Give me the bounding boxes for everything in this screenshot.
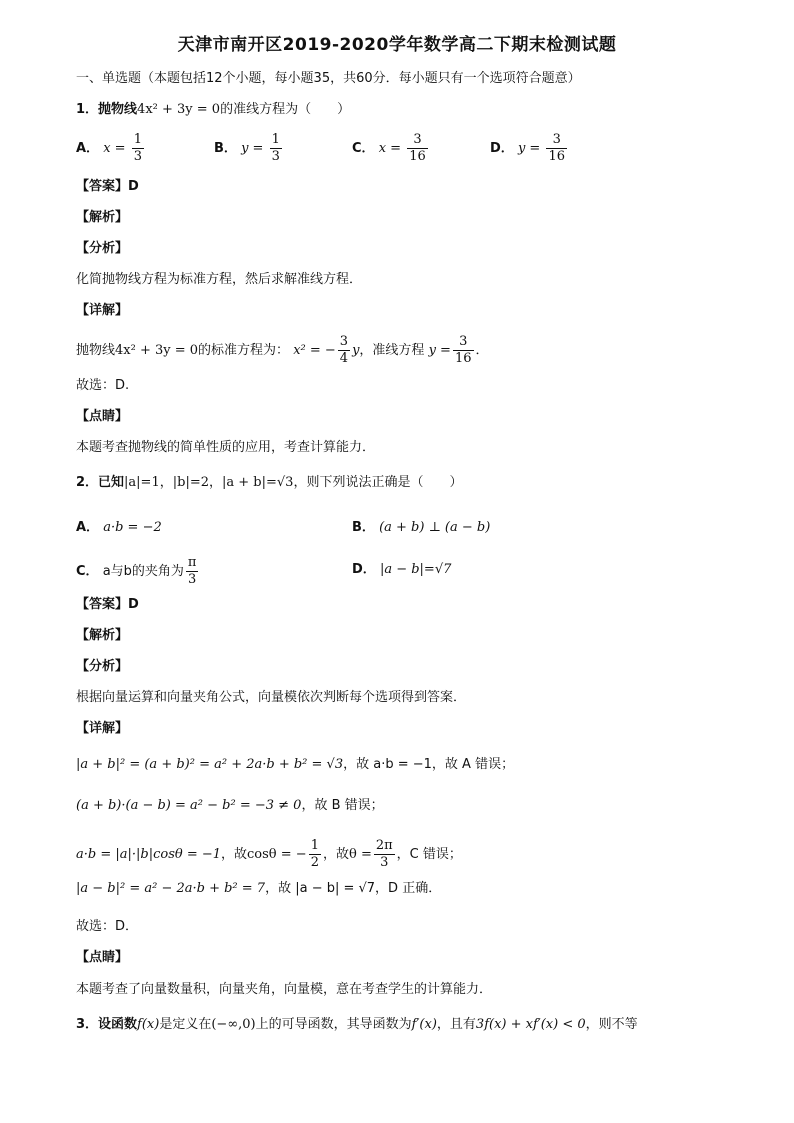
q2-fenxi-text: 根据向量运算和向量夹角公式，向量模依次判断每个选项得到答案． bbox=[76, 690, 467, 705]
q1-option-b: B． y = $\frac{1}{3}$ bbox=[214, 132, 280, 164]
q2-detail-1: |a + b|² = (a + b)² = a² + 2a·b + b² = √3，故 a·b = −1，故 A 错误； bbox=[76, 757, 515, 772]
q1-fenxi-text: 化简抛物线方程为标准方程，然后求解准线方程． bbox=[76, 272, 363, 287]
question-3-stem: 3．设函数f(x)是定义在(−∞,0)上的可导函数，其导函数为f′(x)，且有3f(x) + xf′(x) < 0，则不等 bbox=[76, 1017, 638, 1032]
q2-option-c: C． a与b的夹角为 $\frac{\pi}{3}$ bbox=[76, 555, 197, 587]
page-title: 天津市南开区2019-2020学年数学高二下期末检测试题 bbox=[177, 35, 617, 55]
q2-fenxi: 【分析】 bbox=[76, 659, 129, 674]
q2-detail-3: a·b = |a|·|b|cosθ = −1，故cosθ = − $\frac{1}{2}$ ，故θ = $\frac{2\pi}{3}$ ，C 错误； bbox=[76, 838, 462, 870]
q1-dianjing: 【点睛】 bbox=[76, 409, 129, 424]
q1-detail: 抛物线4x² + 3y = 0的标准方程为： x² = − $\frac{3}{4}$ y，准线方程 y = $\frac{3}{16}$ ． bbox=[76, 334, 489, 366]
q1-jiexi: 【解析】 bbox=[76, 210, 129, 225]
q2-detail-4: |a − b|² = a² − 2a·b + b² = 7，故 |a − b| = √7，D 正确． bbox=[76, 881, 442, 896]
q2-choose: 故选：D． bbox=[76, 919, 139, 934]
q1-dianjing-text: 本题考查抛物线的简单性质的应用，考查计算能力． bbox=[76, 440, 376, 455]
q1-option-d: D． y = $\frac{3}{16}$ bbox=[490, 132, 565, 164]
q2-jiexi: 【解析】 bbox=[76, 628, 129, 643]
q1-option-c: C． x = $\frac{3}{16}$ bbox=[352, 132, 426, 164]
q1-choose: 故选：D. bbox=[76, 378, 130, 393]
q1-xiangjie: 【详解】 bbox=[76, 303, 129, 318]
q2-answer: 【答案】D bbox=[76, 597, 139, 612]
q1-prefix: 1．抛物线 bbox=[76, 102, 138, 117]
q2-option-a: A． a·b = −2 bbox=[76, 520, 162, 535]
section-heading: 一、单选题（本题包括12个小题，每小题35，共60分．每小题只有一个选项符合题意） bbox=[76, 71, 581, 86]
q1-math: 4x² + 3y = 0 bbox=[137, 102, 221, 117]
q2-option-b: B． (a + b) ⊥ (a − b) bbox=[352, 520, 491, 535]
q1-answer: 【答案】D bbox=[76, 179, 139, 194]
q1-fenxi: 【分析】 bbox=[76, 241, 129, 256]
q2-option-d: D． |a − b|=√7 bbox=[352, 562, 452, 577]
q2-detail-2: (a + b)·(a − b) = a² − b² = −3 ≠ 0，故 B 错误； bbox=[76, 798, 384, 813]
q1-suffix: 的准线方程为（ ） bbox=[220, 102, 351, 117]
q2-xiangjie: 【详解】 bbox=[76, 721, 129, 736]
question-2-stem: 2．已知|a|=1，|b|=2，|a + b|=√3，则下列说法正确是（ ） bbox=[76, 475, 463, 490]
question-1-stem bbox=[76, 101, 350, 119]
q2-dianjing: 【点睛】 bbox=[76, 950, 129, 965]
q2-dianjing-text: 本题考查了向量数量积，向量夹角，向量模，意在考查学生的计算能力． bbox=[76, 982, 493, 997]
q1-option-a: A． x = $\frac{1}{3}$ bbox=[76, 132, 142, 164]
